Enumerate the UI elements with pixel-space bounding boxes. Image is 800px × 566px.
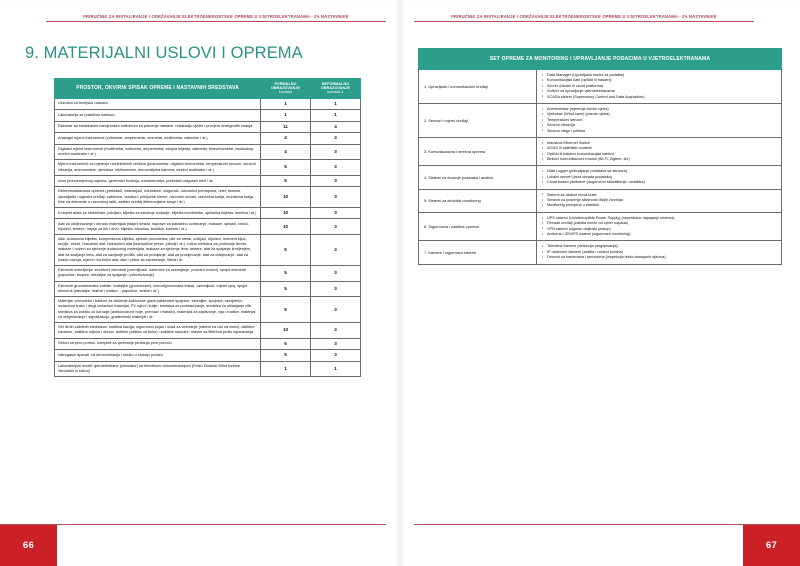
column-header-nonformal: [311, 79, 361, 99]
cell-description: Računar sa instaliranim namjenskim softverom za praćenje nastave, realizaciju vježbi i provjeru dostignutih znanja: [55, 121, 261, 132]
cell-formal-count: 1: [261, 98, 311, 109]
cell-description: Alat: izolaciona kliješta, kompresiona kliješta, sjekači provodnika, pile za metal, odvijači, ključevi, moment ključ, turpije, čekići, bravarski alat, hidraulični alat (hidraulične prese, pištolji i dr.), ručna sredstva za podizanje tereta, makaze i noževi za sječenje izolacionog materijala, makaze za sječenje lima, testere, alat za spajanje lemljenjem, alat za savijanje lima, alat za savijanje profila, alat za probijanje, alat za prosijecanje, alat za odsijecanje, alat za izradu navoja, mjerni i kontrolni alat, alat i pribor za zavarivanje, libela i dr.: [55, 235, 261, 266]
cell-formal-count: 10: [261, 187, 311, 208]
cell-description: Laboratorija za praktičnu nastavu: [55, 110, 261, 121]
cell-category: 3. Komunikaciona i mrežna oprema: [419, 137, 537, 166]
table-row: [55, 281, 361, 297]
list-item: ▪ Softver za upravljanje vjetroelektranama: [542, 89, 777, 94]
table-row: [55, 323, 361, 339]
list-item: ▪ Dronovi sa kamerama i senzorima (inspekcija teško dostupnih djelova): [542, 255, 777, 260]
cell-nonformal-count: 3: [311, 133, 361, 144]
table-row: [55, 175, 361, 186]
cell-items: [537, 212, 782, 241]
list-item: ▪ 4G/5G ili satelitski modemi: [542, 146, 777, 151]
cell-description: Elementi gromobranske zaštite: hvataljke (gromobrani), odvodi(pocinčana traka), uzemljivač, mjerni spoj, spojni elementi (stezaljke, šrafovi i matice, , papučice, vezice i dr.): [55, 281, 261, 297]
page-number-right: 67: [743, 525, 800, 566]
table-row: [55, 98, 361, 109]
cell-nonformal-count: 3: [311, 350, 361, 361]
cell-description: Izvor jednosmjernog napona, generator funkcija, transformator, prekidači,osigurači relei i dr.: [55, 175, 261, 186]
list-item: ▪ Temperaturni senzori: [542, 118, 777, 123]
column-header-nonformal-label: NEFORMALNO OBRAZOVANJE: [320, 82, 351, 91]
cell-formal-count: 5: [261, 235, 311, 266]
table-row: [55, 219, 361, 235]
list-item: ▪ Termalne kamere (detekcija pregrijavanja): [542, 244, 777, 249]
cell-nonformal-count: 1: [311, 98, 361, 109]
cell-description: Setovi za prvu pomoć, kompleti za vježbanje pružanja prve pomoći: [55, 338, 261, 349]
cell-formal-count: 1: [261, 110, 311, 121]
column-header-formal: [261, 79, 311, 99]
cell-nonformal-count: 3: [311, 144, 361, 160]
cell-formal-count: 5: [261, 281, 311, 297]
item-list: [542, 73, 777, 100]
cell-items: [537, 137, 782, 166]
monitoring-table-header-row: [419, 49, 782, 70]
column-header-description: PROSTOR, OKVIRNI SPISAK OPREME I NASTAVNIH SREDSTAVA: [55, 79, 261, 99]
cell-formal-count: 5: [261, 175, 311, 186]
table-row: [55, 160, 361, 176]
list-item: ▪ Cloud-based platforme (dugoročno skladištenje i analitika): [542, 180, 777, 185]
list-item: ▪ Data Manager (Upravljački modul za podatke): [542, 73, 777, 78]
cell-description: Elektroinstalaciona oprema (prekidači, nastavljači, kontaktori, osigurači, odvodnici prenapona, relei, senzori, upravljački i signalni uređaji, sabirnice, izolatori, priključne kleme, razvodni ormari, razvodna kutija, montažna kutija, šine za elemente u razvodnoj tabli, zaštitni uređaj diferencijalne struje i dr.): [55, 187, 261, 208]
item-list: [542, 216, 777, 238]
header-rule: [46, 21, 386, 22]
cell-category: 2. Senzori i mjerni uređaji: [419, 103, 537, 137]
cell-items: [537, 70, 782, 104]
list-item: ▪ Optički ili bakarni komunikacijski kablovi: [542, 152, 777, 157]
column-header-nonformal-unit: komada 1: [327, 89, 344, 94]
cell-nonformal-count: 3: [311, 297, 361, 323]
table-row: [419, 212, 782, 241]
cell-formal-count: 5: [261, 338, 311, 349]
page-right: [400, 0, 800, 566]
cell-formal-count: 4: [261, 144, 311, 160]
cell-formal-count: 11: [261, 121, 311, 132]
cell-formal-count: 10: [261, 219, 311, 235]
list-item: ▪ Komunikacijski kabl (optički ili bakarni): [542, 78, 777, 83]
cell-category: 1. Upravljački i komunikacioni uređaji: [419, 70, 537, 104]
table-row: [419, 189, 782, 212]
list-item: ▪ Lokalni serveri (brza obrada podataka): [542, 175, 777, 180]
list-item: ▪ Senzori vlage i pritiska: [542, 129, 777, 134]
cell-description: Analogni mjerni instrumenti (voltmetar, ampermetar, ommetar, multimetar, vatmetar i dr.): [55, 133, 261, 144]
table-row: [55, 350, 361, 361]
cell-items: [537, 241, 782, 264]
monitoring-table-title: SET OPREME ZA MONITORING I UPRAVLJANJE PODACIMA U VJETROELEKTRANAMA: [419, 49, 782, 70]
list-item: ▪ Vjetrokaz (Wind vane) (pravac vjetra): [542, 112, 777, 117]
cell-category: 4. Sistemi za čuvanje podataka i analizu: [419, 166, 537, 189]
cell-items: [537, 103, 782, 137]
header-rule: [414, 21, 754, 22]
item-list: [542, 244, 777, 260]
item-list: [542, 107, 777, 134]
table-row: [419, 103, 782, 137]
cell-nonformal-count: 1: [311, 110, 361, 121]
cell-nonformal-count: 3: [311, 219, 361, 235]
cell-nonformal-count: 3: [311, 187, 361, 208]
table-header-row: [55, 79, 361, 99]
column-header-formal-label: FORMALNO OBRAZOVANJE: [270, 82, 301, 91]
monitoring-table-body: [419, 70, 782, 265]
list-item: ▪ Server (lokalni ili cloud platforma): [542, 84, 777, 89]
running-header-right: [414, 14, 754, 22]
monitoring-equipment-table: [418, 48, 782, 265]
cell-description: Materijal: provodnici i kablovi za oblčenje,kablovske glave,kablovske spojnice, stezaljke, spojnice, razdjelnici, izolacione trake i drugi izolacioni materijal, PV cijevi i kutije, sredstva za podmazivanje, sredstva za uklanjanje rđe, sredstva za zaštitu od korozije (antikorozivne boje, premazi i mastici), materijali za zaptivanje, vijci i matice, materijal za obilježavanje i signalizaciju, građevinski materijal i dr.: [55, 297, 261, 323]
item-list: [542, 193, 777, 209]
running-header-text: PRIRUČNIK ZA INSTALIRANJE I ODRŽAVANJE ELEKTROENERGETSKE OPREME U VJETROELEKTRANAMA - ZA NASTAVNIKE: [451, 14, 717, 19]
list-item: ▪ Monitoring promjena u staništu: [542, 203, 777, 208]
cell-description: Komplet alata za električare (odvijači, kliješta za skidanje izolacije, kliješta kombinirke, sjekačka kliješta, lemilica i dr.): [55, 208, 261, 219]
list-item: ▪ Senzori vibracija: [542, 123, 777, 128]
list-item: ▪ Firewall uređaji (zaštita mreže od cyber napada): [542, 221, 777, 226]
cell-nonformal-count: 3: [311, 323, 361, 339]
list-item: ▪ SCADA sistem (Supervisory Control and Data Acquisition): [542, 95, 777, 100]
cell-description: Učionica za teorijsku nastavu: [55, 98, 261, 109]
cell-nonformal-count: 3: [311, 160, 361, 176]
table-row: [419, 70, 782, 104]
cell-formal-count: 10: [261, 208, 311, 219]
cell-formal-count: 5: [261, 297, 311, 323]
list-item: ▪ Industrial Ethernet Switch: [542, 141, 777, 146]
cell-formal-count: 1: [261, 361, 311, 377]
table-row: [419, 137, 782, 166]
list-item: ▪ Senzori za praćenje aktivnosti divljih životinja: [542, 198, 777, 203]
table-row: [55, 297, 361, 323]
running-header-left: [46, 14, 386, 22]
cell-description: Laboratorijski model vjetroelektrane (simulator) sa tehničkom dokumentacijom (Festo Didactic Wind turbine Simulator ili slično): [55, 361, 261, 377]
table-row: [55, 235, 361, 266]
cell-nonformal-count: 3: [311, 266, 361, 282]
cell-category: 7. Kamere i sigurnosni sistemi: [419, 241, 537, 264]
running-header-text: PRIRUČNIK ZA INSTALIRANJE I ODRŽAVANJE ELEKTROENERGETSKE OPREME U VJETROELEKTRANAMA - ZA NASTAVNIKE: [83, 14, 349, 19]
table-row: [55, 266, 361, 282]
cell-nonformal-count: 3: [311, 281, 361, 297]
table-row: [419, 166, 782, 189]
table-row: [55, 208, 361, 219]
cell-category: 5. Sistemi za ekološki monitoring: [419, 189, 537, 212]
cell-category: 6. Sigurnosna i zaštitna oprema: [419, 212, 537, 241]
list-item: ▪ UPS sistemi (Uninterruptible Power Supply) (neprekidno napajanje sistema): [542, 216, 777, 221]
cell-formal-count: 10: [261, 323, 311, 339]
item-list: [542, 169, 777, 185]
cell-nonformal-count: 1: [311, 361, 361, 377]
cell-description: Alat za obilježavanje i obradu materijala (štapni šestar, naprave za paralelno ocrtavanje, makaze, sjekači, čekići, ključevi, testere, turpije za lim i drvo, kliješta, brusilica, bušilica, bonsek i dr.): [55, 219, 261, 235]
column-header-formal-unit: komada: [278, 89, 293, 94]
page-number-left: 66: [0, 525, 57, 566]
list-item: ▪ VPN sistemi (siguran daljinski pristup): [542, 227, 777, 232]
cell-items: [537, 189, 782, 212]
cell-description: Vatrogasni aparati, za demonstraciju i obuku u slučaju požara: [55, 350, 261, 361]
table-row: [55, 187, 361, 208]
table-row: [55, 121, 361, 132]
cell-nonformal-count: 4: [311, 121, 361, 132]
cell-formal-count: 5: [261, 160, 311, 176]
table-row: [55, 338, 361, 349]
equipment-table: [54, 78, 361, 377]
cell-formal-count: 5: [261, 350, 311, 361]
list-item: ▪ Antivirus i IDS/IPS sistemi (sigurnosni monitoring): [542, 232, 777, 237]
table-row: [419, 241, 782, 264]
table-row: [55, 110, 361, 121]
list-item: ▪ IP nadzorne kamere (zaštita i nadzor turbina): [542, 250, 777, 255]
item-list: [542, 141, 777, 163]
cell-nonformal-count: 3: [311, 338, 361, 349]
cell-nonformal-count: 3: [311, 235, 361, 266]
cell-description: Mjerni instrumenti za mjerenje neelektričnih veličina (piranometar, digitalni termometar, temperaturni senzori, senzori vibracija, anemometar, vjetrokaz, inklinometar, termovizijska kamera, mrežni analizator i dr.): [55, 160, 261, 176]
cell-items: [537, 166, 782, 189]
cell-formal-count: 5: [261, 266, 311, 282]
list-item: ▪ Data Logger (prikupljanje podataka sa senzora): [542, 169, 777, 174]
table-row: [55, 133, 361, 144]
list-item: ▪ Bežični komunikacioni moduli (Wi-Fi, Zigbee, itd.): [542, 157, 777, 162]
cell-description: Elementi uzemljenja: strukturni elementi (uzemljivači, sabirnice za uzemljenje, povezni vodovi), spojni elementi (papučice, stopice, stezaljke za spajanje i pričvršćivanje): [55, 266, 261, 282]
page-title: 9. MATERIJALNI USLOVI I OPREMA: [25, 44, 303, 62]
cell-nonformal-count: 3: [311, 208, 361, 219]
cell-formal-count: 4: [261, 133, 311, 144]
cell-description: Digitalni mjerni instrumenti (multimetar, voltmetar, ampermetar, strujna kliješta, vatmetar, frekvencmetar, osciloskop, mrežni analizator i dr.): [55, 144, 261, 160]
list-item: ▪ Sistemi za nadzor nivoa buke: [542, 193, 777, 198]
cell-nonformal-count: 3: [311, 175, 361, 186]
list-item: ▪ Anemometar (mjerenje brzine vjetra): [542, 107, 777, 112]
cell-description: Set ličnih zaštitnih sredstava: zaštitna kaciga, sigurnosni pojas i užad za vezivanje (sistem za rad na visini), zaštitne rukavice, zaštitna odjeća i obuća, antifoni (zaštita od buke) i zaštitne naočare, maske sa filterima protiv isparavanja: [55, 323, 261, 339]
footer-rule-left: [0, 524, 386, 525]
table-row: [55, 361, 361, 377]
table-row: [55, 144, 361, 160]
equipment-table-body: [55, 98, 361, 376]
